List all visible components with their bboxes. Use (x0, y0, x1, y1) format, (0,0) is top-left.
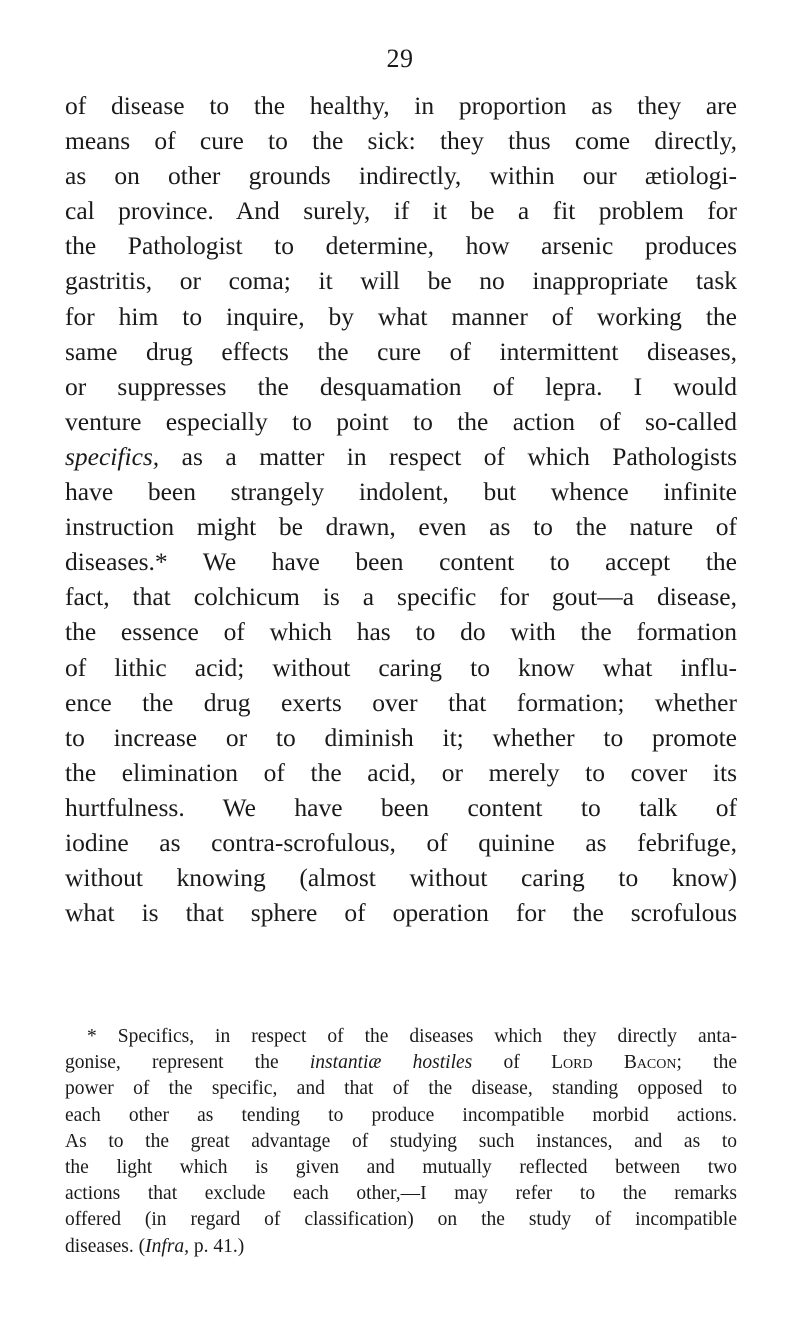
italic-term: Infra, (145, 1235, 190, 1257)
footnote-line: gonise, represent the instantiæ hostiles of Lord Bacon; the (65, 1052, 738, 1074)
body-line: venture especially to point to the action of so-called (65, 406, 737, 436)
body-line: to increase or to diminish it; whether to promote (65, 722, 737, 752)
footnote (65, 1024, 737, 1260)
body-line: instruction might be drawn, even as to the nature of (65, 512, 737, 542)
body-line: the Pathologist to determine, how arsenic produces (65, 231, 737, 261)
body-line: hurtfulness. We have been content to talk of (65, 792, 737, 822)
author-name: Lord Bacon (551, 1052, 677, 1074)
footnote-line: diseases. (Infra, p. 41.) (65, 1235, 245, 1257)
footnote-line: power of the specific, and that of the disease, standing opposed to (65, 1078, 737, 1100)
footnote-line: As to the great advantage of studying such instances, and as to (65, 1130, 737, 1152)
body-line: without knowing (almost without caring to know) (65, 863, 737, 893)
footnote-line: * Specifics, in respect of the diseases which they directly anta- (87, 1026, 737, 1047)
body-line-with-italic (65, 439, 737, 474)
footnote-line: offered (in regard of classification) on the study of incompatible (65, 1209, 737, 1231)
body-line-rest: as a matter in respect of which Pathologists (181, 441, 737, 471)
body-line: have been strangely indolent, but whence infinite (65, 477, 737, 507)
body-line: iodine as contra-scrofulous, of quinine as febrifuge, (65, 827, 737, 857)
body-line: or suppresses the desquamation of lepra. I would (65, 371, 737, 401)
body-line: for him to inquire, by what manner of working the (65, 301, 737, 331)
page-number: 29 (386, 44, 414, 73)
italic-term: specifics, (65, 441, 160, 471)
body-line: ence the drug exerts over that formation; whether (65, 687, 737, 717)
body-line: as on other grounds indirectly, within our ætiologi- (65, 161, 737, 191)
body-line: of lithic acid; without caring to know what influ- (65, 652, 737, 682)
body-line: cal province. And surely, if it be a fit problem for (65, 196, 737, 226)
body-line: the elimination of the acid, or merely to cover its (65, 757, 737, 787)
body-line: what is that sphere of operation for the scrofulous (65, 898, 737, 928)
body-line: fact, that colchicum is a specific for gout—a disease, (65, 582, 737, 612)
footnote-line: the light which is given and mutually reflected between two (65, 1156, 737, 1178)
body-line: the essence of which has to do with the formation (65, 617, 737, 647)
body-line: means of cure to the sick: they thus come directly, (65, 126, 737, 156)
italic-term: instantiæ hostiles (309, 1052, 473, 1074)
body-line: gastritis, or coma; it will be no inappropriate task (65, 266, 737, 296)
body-line: diseases.* We have been content to accept the (65, 547, 737, 577)
footnote-line: actions that exclude each other,—I may refer to the remarks (65, 1183, 737, 1205)
body-line: of disease to the healthy, in proportion as they are (65, 91, 737, 120)
body-line: same drug effects the cure of intermittent diseases, (65, 336, 737, 366)
footnote-line: each other as tending to produce incompatible morbid actions. (65, 1104, 737, 1126)
body-text (65, 88, 737, 930)
